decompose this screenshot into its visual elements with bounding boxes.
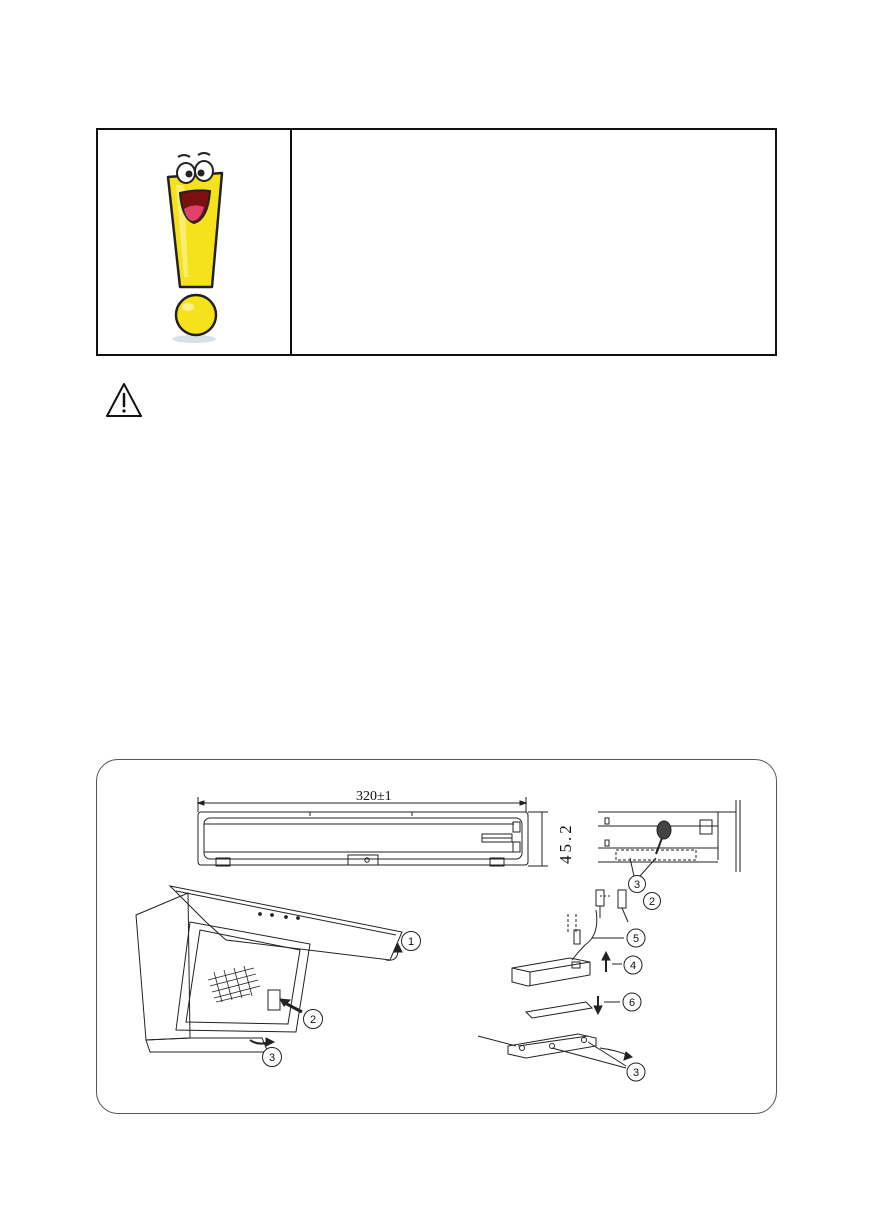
svg-text:3: 3 [633,879,641,891]
width-dimension-label: 320±1 [356,789,392,804]
svg-text:4: 4 [629,960,637,972]
callout-2 [304,1010,323,1029]
callout-right-3-top [629,876,646,893]
svg-text:1: 1 [407,936,415,948]
lamp-housing-detail [478,800,740,1068]
svg-text:3: 3 [268,1052,276,1064]
callout-right-6 [623,993,641,1011]
height-dimension-label: 45.2 [556,822,575,864]
callout-1 [402,932,421,951]
callout-right-4 [624,956,642,974]
svg-text:3: 3 [632,1067,640,1079]
svg-text:6: 6 [628,997,636,1009]
callout-3 [263,1048,282,1067]
callout-right-5 [627,929,645,947]
callout-right-2 [644,893,661,910]
light-bar-drawing [198,797,548,866]
svg-text:2: 2 [309,1014,317,1026]
svg-text:5: 5 [632,933,640,945]
svg-text:2: 2 [648,896,656,908]
callout-right-3-bottom [627,1063,645,1081]
hood-isometric-drawing [136,886,404,1052]
